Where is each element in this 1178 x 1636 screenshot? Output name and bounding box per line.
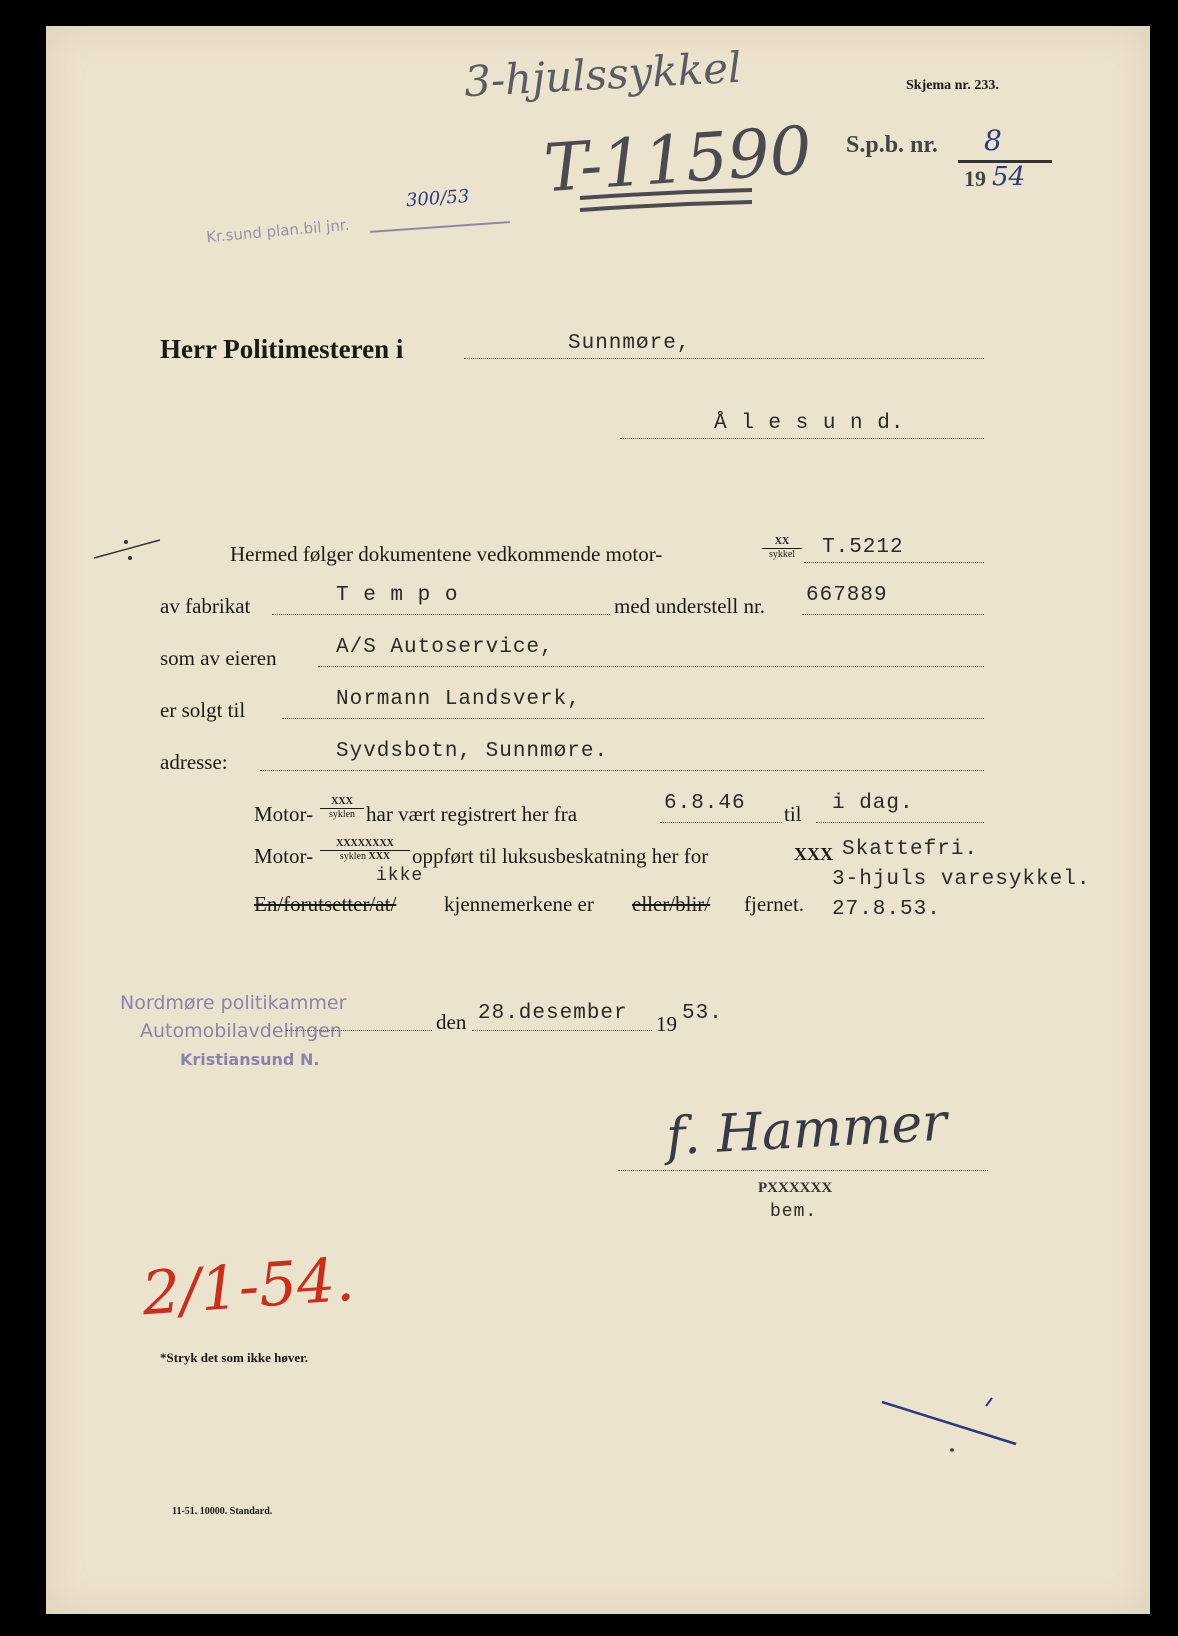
plates-struck-2: eller/blir/ — [632, 892, 711, 916]
addressee-district: Sunnmøre, — [568, 332, 691, 355]
blue-pen-stroke — [876, 1392, 1036, 1462]
print-code: 11-51. 10000. Standard. — [172, 1506, 273, 1517]
date-day-month: 28.desember — [478, 1002, 628, 1025]
reg-no-value: T.5212 — [822, 536, 904, 559]
registration-underline — [576, 176, 756, 216]
reg-from-value: 6.8.46 — [664, 792, 746, 815]
reg-line-mid: har vært registrert her fra — [366, 802, 578, 826]
spb-label: S.p.b. nr. — [846, 132, 938, 158]
reg-til-label: til — [784, 802, 802, 826]
faded-stamp-line — [370, 221, 510, 233]
buyer-value: Normann Landsverk, — [336, 688, 581, 711]
date-prefix: den — [436, 1010, 467, 1034]
reg-no-line — [804, 562, 984, 563]
registration-handwritten: T-11590 — [541, 111, 815, 208]
tax-insert: ikke — [376, 866, 424, 886]
sold-to-label: er solgt til — [160, 698, 246, 722]
owner-value: A/S Autoservice, — [336, 636, 554, 659]
intro-fraction: XX sykkel — [762, 536, 802, 561]
spb-number: 8 — [984, 124, 1002, 157]
document-page — [46, 26, 1150, 1614]
city-line — [620, 438, 984, 439]
plates-text-1: kjennemerkene er — [444, 892, 594, 916]
make-label: av fabrikat — [160, 594, 251, 618]
intro-text: Hermed følger dokumentene vedkommende motor- — [230, 542, 663, 566]
signature-handwritten: f. Hammer — [664, 1092, 949, 1168]
tax-value: Skattefri. — [842, 838, 979, 861]
pencil-note: 300/53 — [405, 185, 470, 212]
address-line — [260, 770, 984, 771]
date-year-prefix: 19 — [656, 1012, 677, 1036]
date-year-suffix: 53. — [682, 1002, 723, 1025]
make-value: T e m p o — [336, 584, 459, 607]
chassis-line — [802, 614, 984, 615]
form-number: Skjema nr. 233. — [906, 78, 999, 93]
addressee-label: Herr Politimesteren i — [160, 334, 404, 364]
plates-struck-1: En/forutsetter/at/ — [254, 892, 397, 916]
plates-date: 27.8.53. — [832, 898, 941, 921]
make-line — [272, 614, 610, 615]
addressee-city: Å l e s u n d. — [714, 412, 905, 435]
spb-year-suffix: 54 — [992, 162, 1026, 192]
plates-text-2: fjernet. — [744, 892, 805, 916]
red-pencil-date: 2/1-54. — [139, 1244, 357, 1330]
reg-to-line — [816, 822, 984, 823]
stamp-line-3: Kristiansund N. — [180, 1050, 320, 1069]
tax-line-fraction: XXXXXXXX syklen XXX — [320, 838, 410, 863]
reg-line-fraction: XXX syklen — [320, 796, 364, 821]
buyer-line — [282, 718, 984, 719]
signature-title: bem. — [770, 1202, 818, 1222]
reg-to-value: i dag. — [832, 792, 914, 815]
owner-label: som av eieren — [160, 646, 277, 670]
faded-receipt-stamp: Kr.sund plan.bil jnr. — [205, 215, 351, 247]
tax-line-prefix: Motor- — [254, 844, 314, 868]
reg-line-prefix: Motor- — [254, 802, 314, 826]
district-line — [464, 358, 984, 359]
chassis-label: med understell nr. — [614, 594, 766, 618]
footnote: *Stryk det som ikke høver. — [160, 1350, 308, 1365]
vehicle-note: 3-hjuls varesykkel. — [832, 868, 1091, 891]
address-value: Syvdsbotn, Sunnmøre. — [336, 740, 609, 763]
address-label: adresse: — [160, 750, 228, 774]
date-line — [472, 1030, 652, 1031]
signature-struck-title: PXXXXXX — [758, 1180, 833, 1196]
handwritten-vehicle-type: 3-hjulssykkel — [462, 42, 743, 107]
signature-line — [618, 1170, 988, 1171]
stamp-line-1: Nordmøre politikammer — [120, 992, 347, 1014]
tax-struck-value: XXX — [794, 844, 833, 864]
spb-year-prefix: 19 — [964, 166, 986, 191]
date-lead-line — [286, 1030, 432, 1031]
tax-line-mid: oppført til luksusbeskatning her for — [412, 844, 709, 868]
owner-line — [318, 666, 984, 667]
stamp-line-2: Automobilavdelingen — [140, 1020, 342, 1042]
chassis-value: 667889 — [806, 584, 888, 607]
reg-from-line — [660, 822, 782, 823]
margin-tick-mark — [90, 534, 170, 564]
